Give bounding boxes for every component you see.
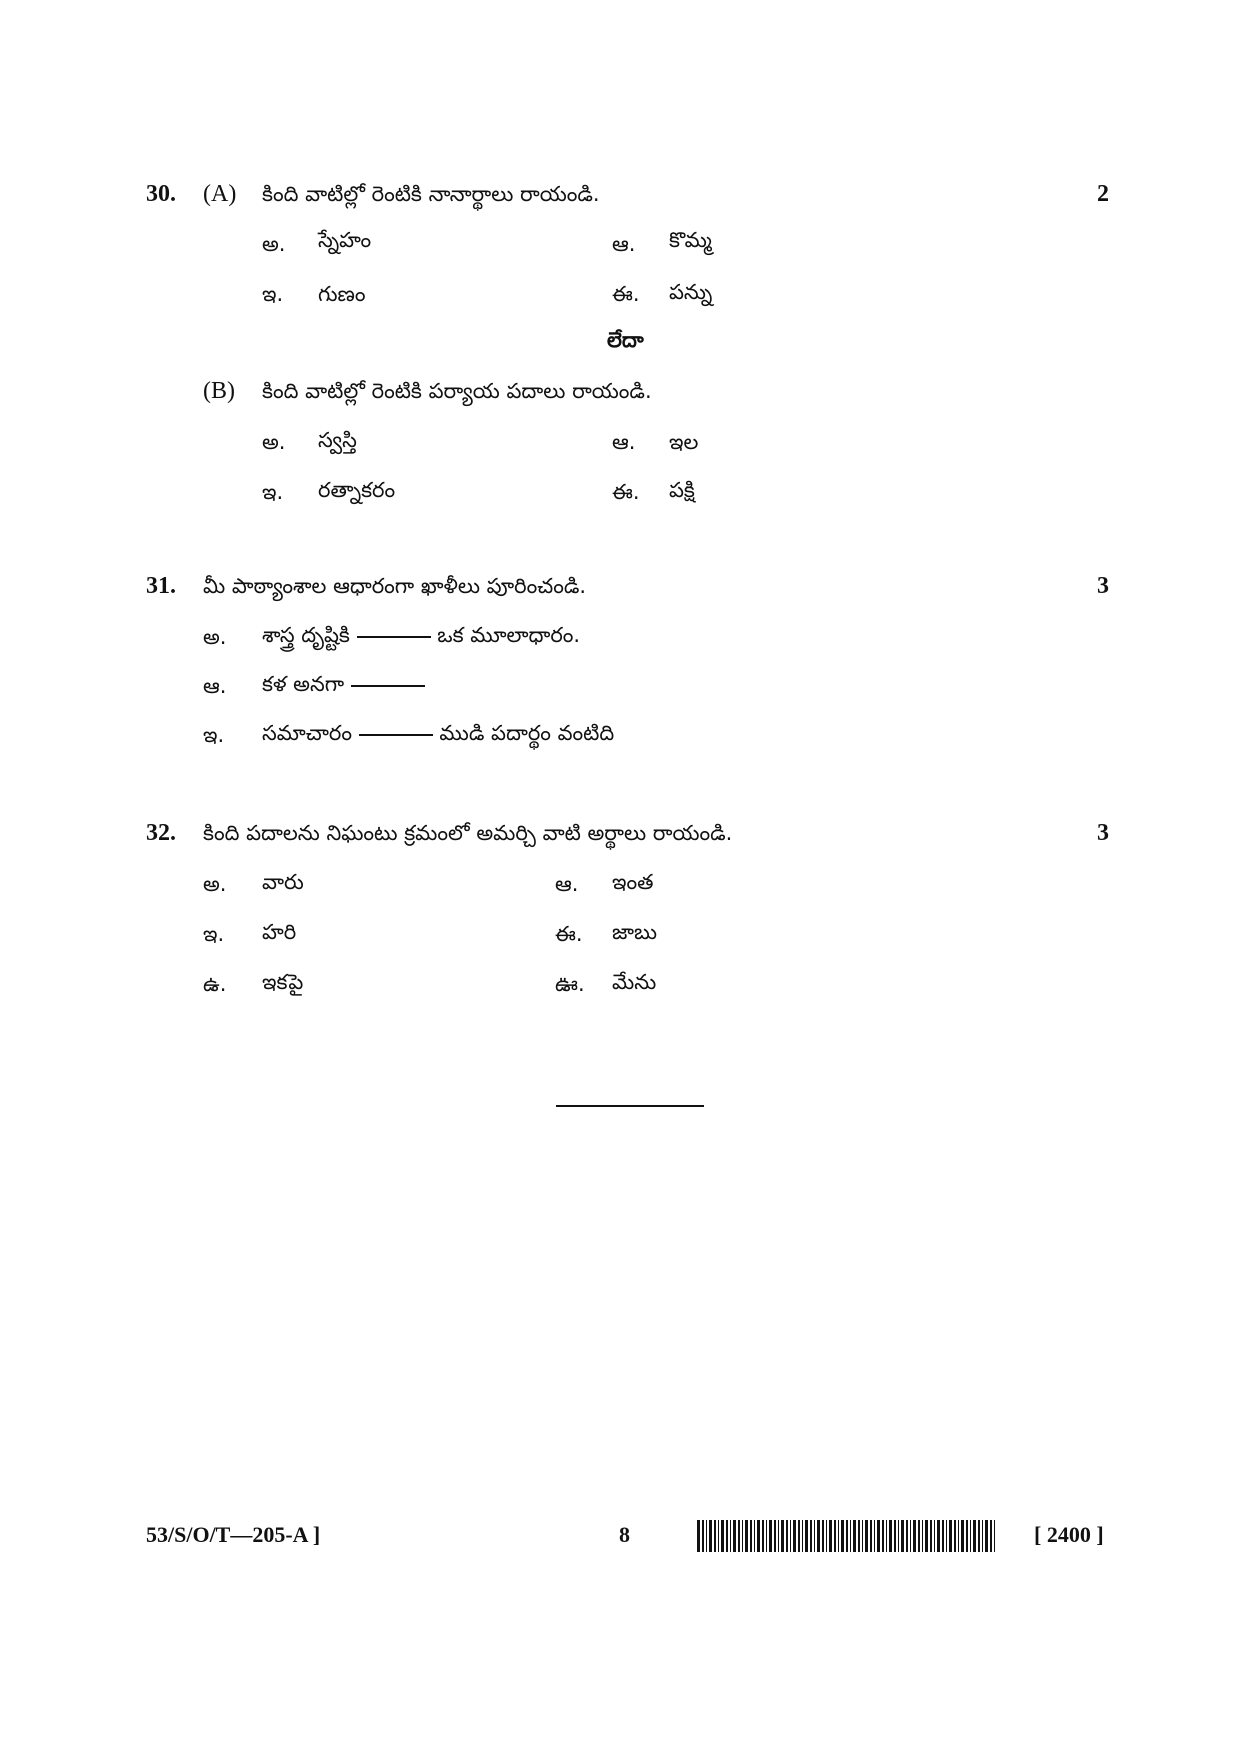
barcode-bar — [862, 1520, 863, 1552]
barcode-bar — [817, 1520, 820, 1552]
question-30-part-b-instruction: కింది వాటిల్లో రెంటికి పర్యాయ పదాలు రాయండి. — [262, 379, 652, 403]
barcode-bar — [858, 1520, 860, 1552]
option-letter: ఆ. — [612, 430, 636, 454]
barcode-bar — [889, 1520, 892, 1552]
barcode — [697, 1520, 997, 1552]
barcode-bar — [721, 1520, 724, 1552]
option-word: కొమ్మ — [669, 228, 712, 252]
barcode-bar — [714, 1520, 716, 1552]
option-letter: ఆ. — [555, 872, 579, 896]
fill-blank-after: ఒక మూలాధారం. — [437, 623, 581, 647]
option-letter: ఈ. — [612, 282, 640, 306]
barcode-bar — [834, 1520, 836, 1552]
or-separator: లేదా — [607, 328, 644, 352]
barcode-bar — [826, 1520, 827, 1552]
barcode-bar — [865, 1520, 868, 1552]
barcode-bar — [757, 1520, 760, 1552]
barcode-bar — [814, 1520, 815, 1552]
fill-blank-before: శాస్త్ర దృష్టికి — [262, 623, 350, 647]
barcode-bar — [766, 1520, 767, 1552]
barcode-bar — [954, 1520, 956, 1552]
barcode-bar — [754, 1520, 755, 1552]
end-rule — [556, 1105, 704, 1107]
option-word: వారు — [262, 870, 304, 894]
barcode-bar — [874, 1520, 875, 1552]
option-letter: ఉ. — [203, 972, 227, 996]
option-word: రత్నాకరం — [318, 478, 396, 502]
barcode-bar — [781, 1520, 784, 1552]
barcode-bar — [853, 1520, 856, 1552]
fill-blank-after: ముడి పదార్థం వంటిది — [439, 721, 615, 745]
option-letter: అ. — [203, 625, 227, 649]
barcode-bar — [918, 1520, 920, 1552]
paper-code: 53/S/O/T—205-A ] — [146, 1522, 321, 1547]
option-word: ఇంత — [612, 870, 654, 894]
barcode-bar — [894, 1520, 896, 1552]
option-word: ఇకపై — [262, 970, 304, 994]
question-30-part-b-label: (B) — [203, 378, 235, 404]
barcode-bar — [726, 1520, 728, 1552]
option-word: ఇల — [669, 430, 699, 454]
question-30-part-a-label: (A) — [203, 181, 237, 207]
barcode-bar — [750, 1520, 752, 1552]
barcode-bar — [934, 1520, 935, 1552]
barcode-bar — [798, 1520, 800, 1552]
barcode-bar — [961, 1520, 964, 1552]
barcode-bar — [910, 1520, 911, 1552]
barcode-bar — [898, 1520, 899, 1552]
barcode-bar — [702, 1520, 704, 1552]
fill-blank-item — [262, 672, 425, 702]
question-30-marks: 2 — [1097, 181, 1109, 207]
barcode-bar — [841, 1520, 844, 1552]
answer-blank — [351, 684, 425, 687]
barcode-bar — [793, 1520, 796, 1552]
barcode-bar — [778, 1520, 779, 1552]
barcode-bar — [973, 1520, 976, 1552]
barcode-bar — [745, 1520, 748, 1552]
fill-blank-item — [262, 623, 580, 653]
barcode-bar — [949, 1520, 952, 1552]
question-31-number: 31. — [146, 573, 176, 599]
barcode-bar — [738, 1520, 740, 1552]
question-31-marks: 3 — [1097, 573, 1109, 599]
barcode-bar — [922, 1520, 923, 1552]
barcode-bar — [877, 1520, 880, 1552]
question-32-instruction: కింది పదాలను నిఘంటు క్రమంలో అమర్చి వాటి అర్థాలు రాయండి. — [203, 821, 733, 845]
barcode-bar — [846, 1520, 848, 1552]
barcode-bar — [829, 1520, 832, 1552]
option-word: స్వస్తి — [318, 428, 357, 452]
barcode-bar — [970, 1520, 971, 1552]
barcode-bar — [774, 1520, 776, 1552]
question-30-number: 30. — [146, 181, 176, 207]
barcode-bar — [966, 1520, 968, 1552]
answer-blank — [357, 635, 431, 638]
barcode-bar — [946, 1520, 947, 1552]
barcode-bar — [790, 1520, 791, 1552]
barcode-bar — [850, 1520, 851, 1552]
barcode-bar — [762, 1520, 764, 1552]
barcode-bar — [994, 1520, 995, 1552]
barcode-bar — [802, 1520, 803, 1552]
barcode-bar — [769, 1520, 772, 1552]
option-letter: అ. — [262, 232, 286, 256]
question-32-marks: 3 — [1097, 820, 1109, 846]
option-letter: ఈ. — [612, 480, 640, 504]
barcode-bar — [742, 1520, 743, 1552]
barcode-bar — [822, 1520, 824, 1552]
barcode-bar — [982, 1520, 983, 1552]
copies-count: [ 2400 ] — [1034, 1522, 1104, 1547]
option-letter: ఊ. — [555, 972, 585, 996]
barcode-bar — [730, 1520, 731, 1552]
barcode-bar — [985, 1520, 988, 1552]
barcode-bar — [706, 1520, 707, 1552]
option-letter: ఆ. — [203, 674, 227, 698]
option-letter: ఆ. — [612, 232, 636, 256]
option-letter: అ. — [262, 430, 286, 454]
barcode-bar — [990, 1520, 992, 1552]
option-word: గుణం — [318, 282, 366, 306]
fill-blank-item — [262, 721, 614, 751]
option-letter: ఇ. — [203, 723, 225, 747]
barcode-bar — [886, 1520, 887, 1552]
barcode-bar — [810, 1520, 812, 1552]
barcode-bar — [906, 1520, 908, 1552]
barcode-bar — [838, 1520, 839, 1552]
barcode-bar — [958, 1520, 959, 1552]
answer-blank — [359, 733, 433, 736]
barcode-bar — [697, 1520, 700, 1552]
page-number: 8 — [619, 1522, 630, 1547]
option-word: పక్షి — [669, 478, 695, 502]
question-32-number: 32. — [146, 820, 176, 846]
option-word: మేను — [612, 970, 657, 994]
barcode-bar — [930, 1520, 932, 1552]
barcode-bar — [870, 1520, 872, 1552]
fill-blank-before: కళ అనగా — [262, 672, 345, 696]
barcode-bar — [786, 1520, 788, 1552]
option-word: పన్ను — [669, 280, 713, 304]
option-word: హరి — [262, 920, 297, 944]
barcode-bar — [942, 1520, 944, 1552]
option-letter: ఇ. — [203, 922, 225, 946]
barcode-bar — [882, 1520, 884, 1552]
barcode-bar — [913, 1520, 916, 1552]
option-letter: ఇ. — [262, 480, 284, 504]
option-word: జాబు — [612, 920, 657, 944]
fill-blank-before: సమాచారం — [262, 721, 352, 745]
barcode-bar — [901, 1520, 904, 1552]
option-letter: ఇ. — [262, 282, 284, 306]
barcode-bar — [925, 1520, 928, 1552]
option-word: స్నేహం — [318, 228, 372, 252]
barcode-bar — [805, 1520, 808, 1552]
option-letter: ఈ. — [555, 922, 583, 946]
barcode-bar — [733, 1520, 736, 1552]
barcode-bar — [937, 1520, 940, 1552]
question-31-instruction: మీ పాఠ్యాంశాల ఆధారంగా ఖాళీలు పూరించండి. — [203, 574, 587, 598]
barcode-bar — [718, 1520, 719, 1552]
barcode-bar — [978, 1520, 980, 1552]
question-30-part-a-instruction: కింది వాటిల్లో రెంటికి నానార్థాలు రాయండి. — [262, 182, 600, 206]
option-letter: అ. — [203, 872, 227, 896]
barcode-bar — [709, 1520, 712, 1552]
